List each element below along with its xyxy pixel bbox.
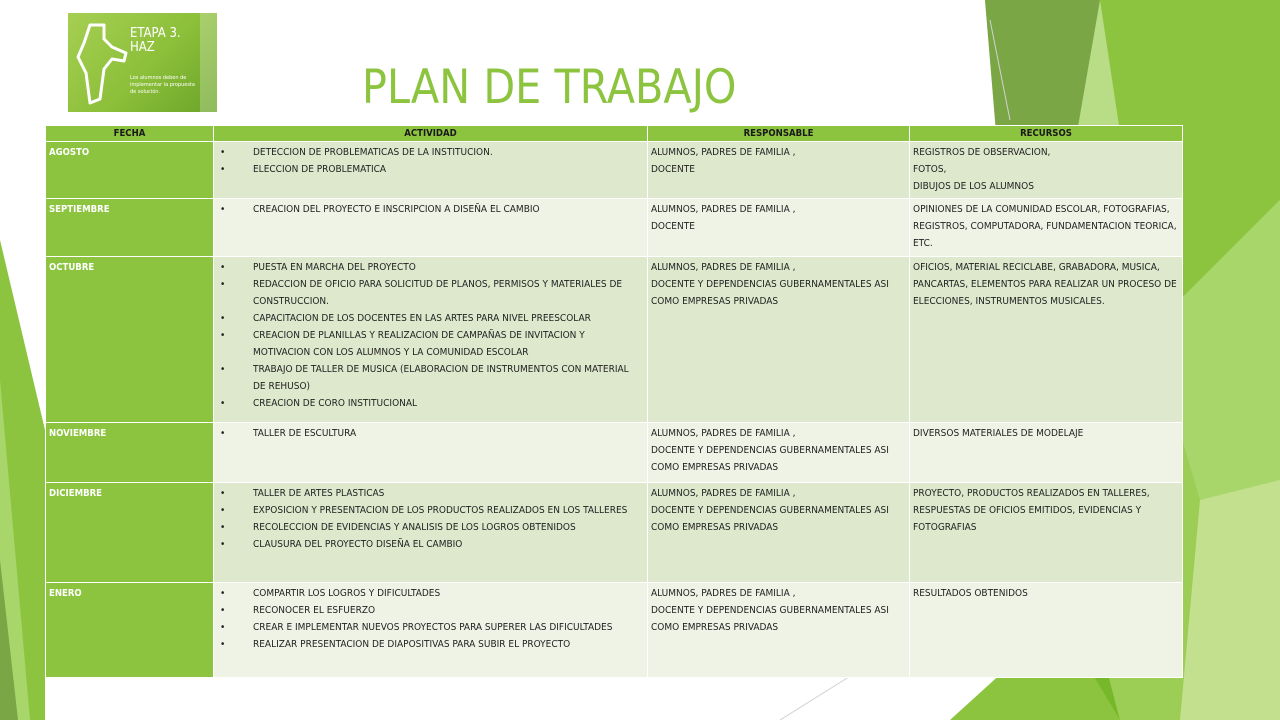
cell-actividad: [214, 142, 648, 199]
activity-item: • CREAR E IMPLEMENTAR NUEVOS PROYECTOS PARA SUPERER LAS DIFICULTADES: [253, 619, 644, 636]
logo-subtitle: Los alumnos deben de implementar la propuesta de solución.: [130, 75, 195, 95]
cell-fecha: AGOSTO: [46, 142, 214, 199]
cell-responsable: ALUMNOS, PADRES DE FAMILIA , DOCENTE Y DEPENDENCIAS GUBERNAMENTALES ASI COMO EMPRESAS PRIVADAS: [648, 423, 910, 483]
cell-actividad: [214, 583, 648, 678]
activity-item: • RECONOCER EL ESFUERZO: [253, 602, 644, 619]
activity-item: • DETECCION DE PROBLEMATICAS DE LA INSTITUCION.: [253, 144, 644, 161]
activity-list: [217, 201, 644, 218]
table-body: [46, 142, 1183, 678]
activity-item: • TALLER DE ESCULTURA: [253, 425, 644, 442]
cell-recursos: OPINIONES DE LA COMUNIDAD ESCOLAR, FOTOGRAFIAS, REGISTROS, COMPUTADORA, FUNDAMENTACION TEORICA, ETC.: [910, 199, 1183, 257]
table-row: [46, 199, 1183, 257]
page-title: PLAN DE TRABAJO: [362, 60, 737, 115]
activity-list: [217, 485, 644, 553]
cell-actividad: [214, 423, 648, 483]
table-header-row: [46, 126, 1183, 142]
cell-responsable: ALUMNOS, PADRES DE FAMILIA , DOCENTE Y DEPENDENCIAS GUBERNAMENTALES ASI COMO EMPRESAS PRIVADAS: [648, 583, 910, 678]
cell-responsable: ALUMNOS, PADRES DE FAMILIA , DOCENTE: [648, 199, 910, 257]
activity-item: • CREACION DEL PROYECTO E INSCRIPCION A DISEÑA EL CAMBIO: [253, 201, 644, 218]
work-plan-table: [45, 125, 1183, 678]
table-row: [46, 257, 1183, 423]
table-row: [46, 583, 1183, 678]
cell-recursos: REGISTROS DE OBSERVACION, FOTOS, DIBUJOS DE LOS ALUMNOS: [910, 142, 1183, 199]
activity-item: • COMPARTIR LOS LOGROS Y DIFICULTADES: [253, 585, 644, 602]
table-row: [46, 483, 1183, 583]
cell-fecha: NOVIEMBRE: [46, 423, 214, 483]
cell-actividad: [214, 483, 648, 583]
activity-list: [217, 259, 644, 412]
activity-item: • PUESTA EN MARCHA DEL PROYECTO: [253, 259, 644, 276]
column-header-actividad: ACTIVIDAD: [214, 126, 648, 142]
texture-pattern: [200, 13, 217, 112]
cell-fecha: OCTUBRE: [46, 257, 214, 423]
stage-logo: [68, 13, 217, 112]
logo-title: ETAPA 3. HAZ: [130, 26, 181, 55]
cell-recursos: OFICIOS, MATERIAL RECICLABE, GRABADORA, MUSICA, PANCARTAS, ELEMENTOS PARA REALIZAR UN PROCESO DE ELECCIONES, INSTRUMENTOS MUSICALES.: [910, 257, 1183, 423]
cell-actividad: [214, 199, 648, 257]
activity-list: [217, 144, 644, 178]
cell-responsable: ALUMNOS, PADRES DE FAMILIA , DOCENTE Y DEPENDENCIAS GUBERNAMENTALES ASI COMO EMPRESAS PRIVADAS: [648, 257, 910, 423]
table-row: [46, 142, 1183, 199]
cell-fecha: ENERO: [46, 583, 214, 678]
cell-recursos: PROYECTO, PRODUCTOS REALIZADOS EN TALLERES, RESPUESTAS DE OFICIOS EMITIDOS, EVIDENCIAS Y FOTOGRAFIAS: [910, 483, 1183, 583]
activity-item: • CREACION DE CORO INSTITUCIONAL: [253, 395, 644, 412]
column-header-responsable: RESPONSABLE: [648, 126, 910, 142]
activity-item: • EXPOSICION Y PRESENTACION DE LOS PRODUCTOS REALIZADOS EN LOS TALLERES: [253, 502, 644, 519]
activity-item: • RECOLECCION DE EVIDENCIAS Y ANALISIS DE LOS LOGROS OBTENIDOS: [253, 519, 644, 536]
table-row: [46, 423, 1183, 483]
column-header-recursos: RECURSOS: [910, 126, 1183, 142]
cell-actividad: [214, 257, 648, 423]
activity-item: • TALLER DE ARTES PLASTICAS: [253, 485, 644, 502]
activity-list: [217, 585, 644, 653]
cell-recursos: DIVERSOS MATERIALES DE MODELAJE: [910, 423, 1183, 483]
activity-item: • REDACCION DE OFICIO PARA SOLICITUD DE PLANOS, PERMISOS Y MATERIALES DE CONSTRUCCION.: [253, 276, 644, 310]
activity-item: • REALIZAR PRESENTACION DE DIAPOSITIVAS PARA SUBIR EL PROYECTO: [253, 636, 644, 653]
activity-item: • ELECCION DE PROBLEMATICA: [253, 161, 644, 178]
cell-fecha: SEPTIEMBRE: [46, 199, 214, 257]
activity-list: [217, 425, 644, 442]
cell-responsable: ALUMNOS, PADRES DE FAMILIA , DOCENTE Y DEPENDENCIAS GUBERNAMENTALES ASI COMO EMPRESAS PRIVADAS: [648, 483, 910, 583]
cell-responsable: ALUMNOS, PADRES DE FAMILIA , DOCENTE: [648, 142, 910, 199]
activity-item: • CAPACITACION DE LOS DOCENTES EN LAS ARTES PARA NIVEL PREESCOLAR: [253, 310, 644, 327]
cell-fecha: DICIEMBRE: [46, 483, 214, 583]
activity-item: • TRABAJO DE TALLER DE MUSICA (ELABORACION DE INSTRUMENTOS CON MATERIAL DE REHUSO): [253, 361, 644, 395]
activity-item: • CREACION DE PLANILLAS Y REALIZACION DE CAMPAÑAS DE INVITACION Y MOTIVACION CON LOS ALUMNOS Y LA COMUNIDAD ESCOLAR: [253, 327, 644, 361]
cell-recursos: RESULTADOS OBTENIDOS: [910, 583, 1183, 678]
activity-item: • CLAUSURA DEL PROYECTO DISEÑA EL CAMBIO: [253, 536, 644, 553]
column-header-fecha: FECHA: [46, 126, 214, 142]
